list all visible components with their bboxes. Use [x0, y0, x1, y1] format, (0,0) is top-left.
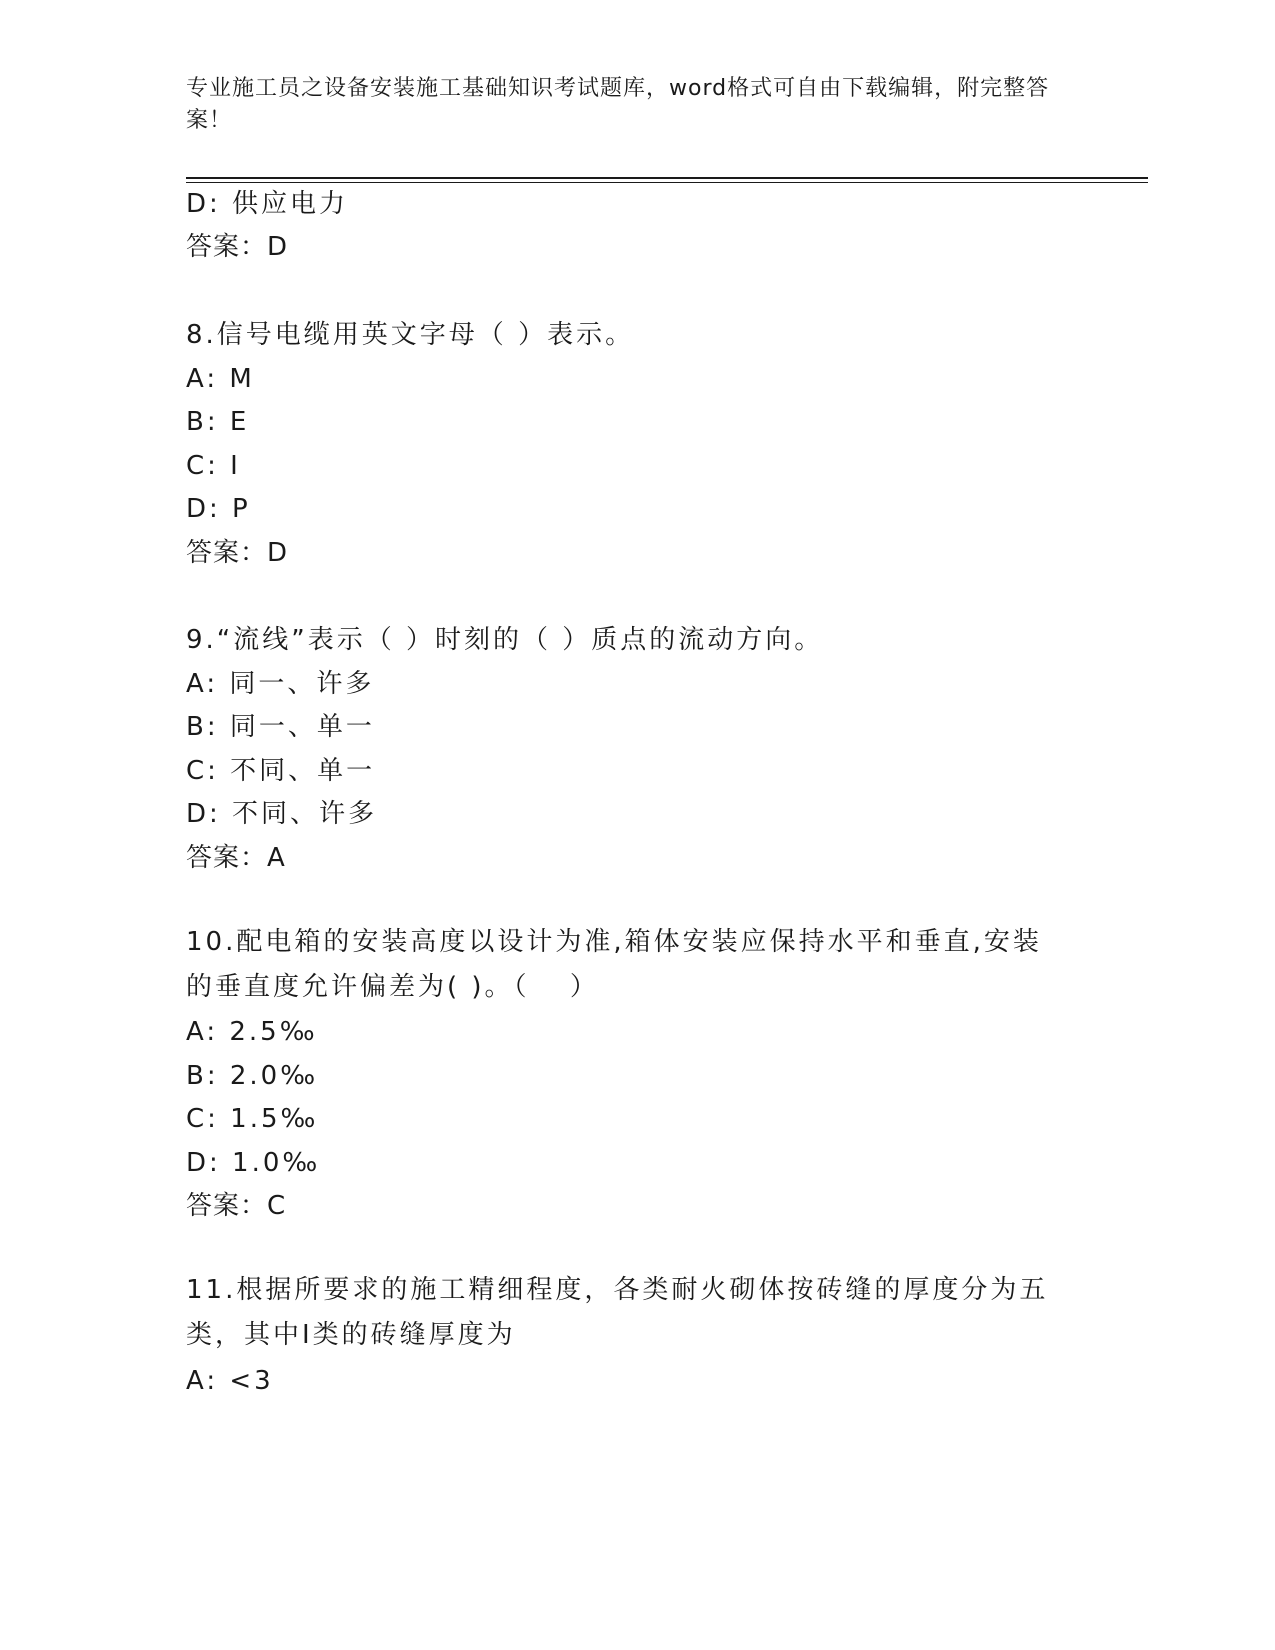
- q8-question: 8.信号电缆用英文字母（ ）表示。: [186, 320, 635, 350]
- q10-answer: 答案：C: [186, 1191, 287, 1221]
- q7-answer: 答案：D: [186, 232, 289, 262]
- q8-option-c: C: I: [186, 451, 241, 481]
- q9-option-c: C: 不同、单一: [186, 756, 376, 786]
- q9-option-a: A: 同一、许多: [186, 669, 375, 699]
- q7-option-d: D: 供应电力: [186, 189, 349, 219]
- header-divider-thick: [186, 177, 1148, 179]
- document-header: 专业施工员之设备安装施工基础知识考试题库，word格式可自由下载编辑，附完整答案！: [186, 76, 1050, 133]
- q11-option-a: A: <3: [186, 1366, 274, 1396]
- q10-question: 10.配电箱的安装高度以设计为准,箱体安装应保持水平和垂直,安装的垂直度允许偏差为( )。（ ）: [186, 927, 1042, 1002]
- q8-answer: 答案：D: [186, 538, 289, 568]
- q10-option-a: A: 2.5‰: [186, 1017, 318, 1047]
- q9-option-d: D: 不同、许多: [186, 799, 378, 829]
- header-divider-thin: [186, 182, 1148, 183]
- q9-option-b: B: 同一、单一: [186, 712, 375, 742]
- q8-option-b: B: E: [186, 407, 250, 437]
- q8-option-d: D: P: [186, 494, 251, 524]
- q9-question: 9.“流线”表示（ ）时刻的（ ）质点的流动方向。: [186, 625, 824, 655]
- q9-answer: 答案：A: [186, 843, 286, 873]
- q11-question: 11.根据所要求的施工精细程度，各类耐火砌体按砖缝的厚度分为五类，其中Ⅰ类的砖缝厚度为: [186, 1275, 1049, 1350]
- q10-option-d: D: 1.0‰: [186, 1148, 321, 1178]
- q10-option-b: B: 2.0‰: [186, 1061, 319, 1091]
- q8-option-a: A: M: [186, 364, 255, 394]
- q10-option-c: C: 1.5‰: [186, 1104, 319, 1134]
